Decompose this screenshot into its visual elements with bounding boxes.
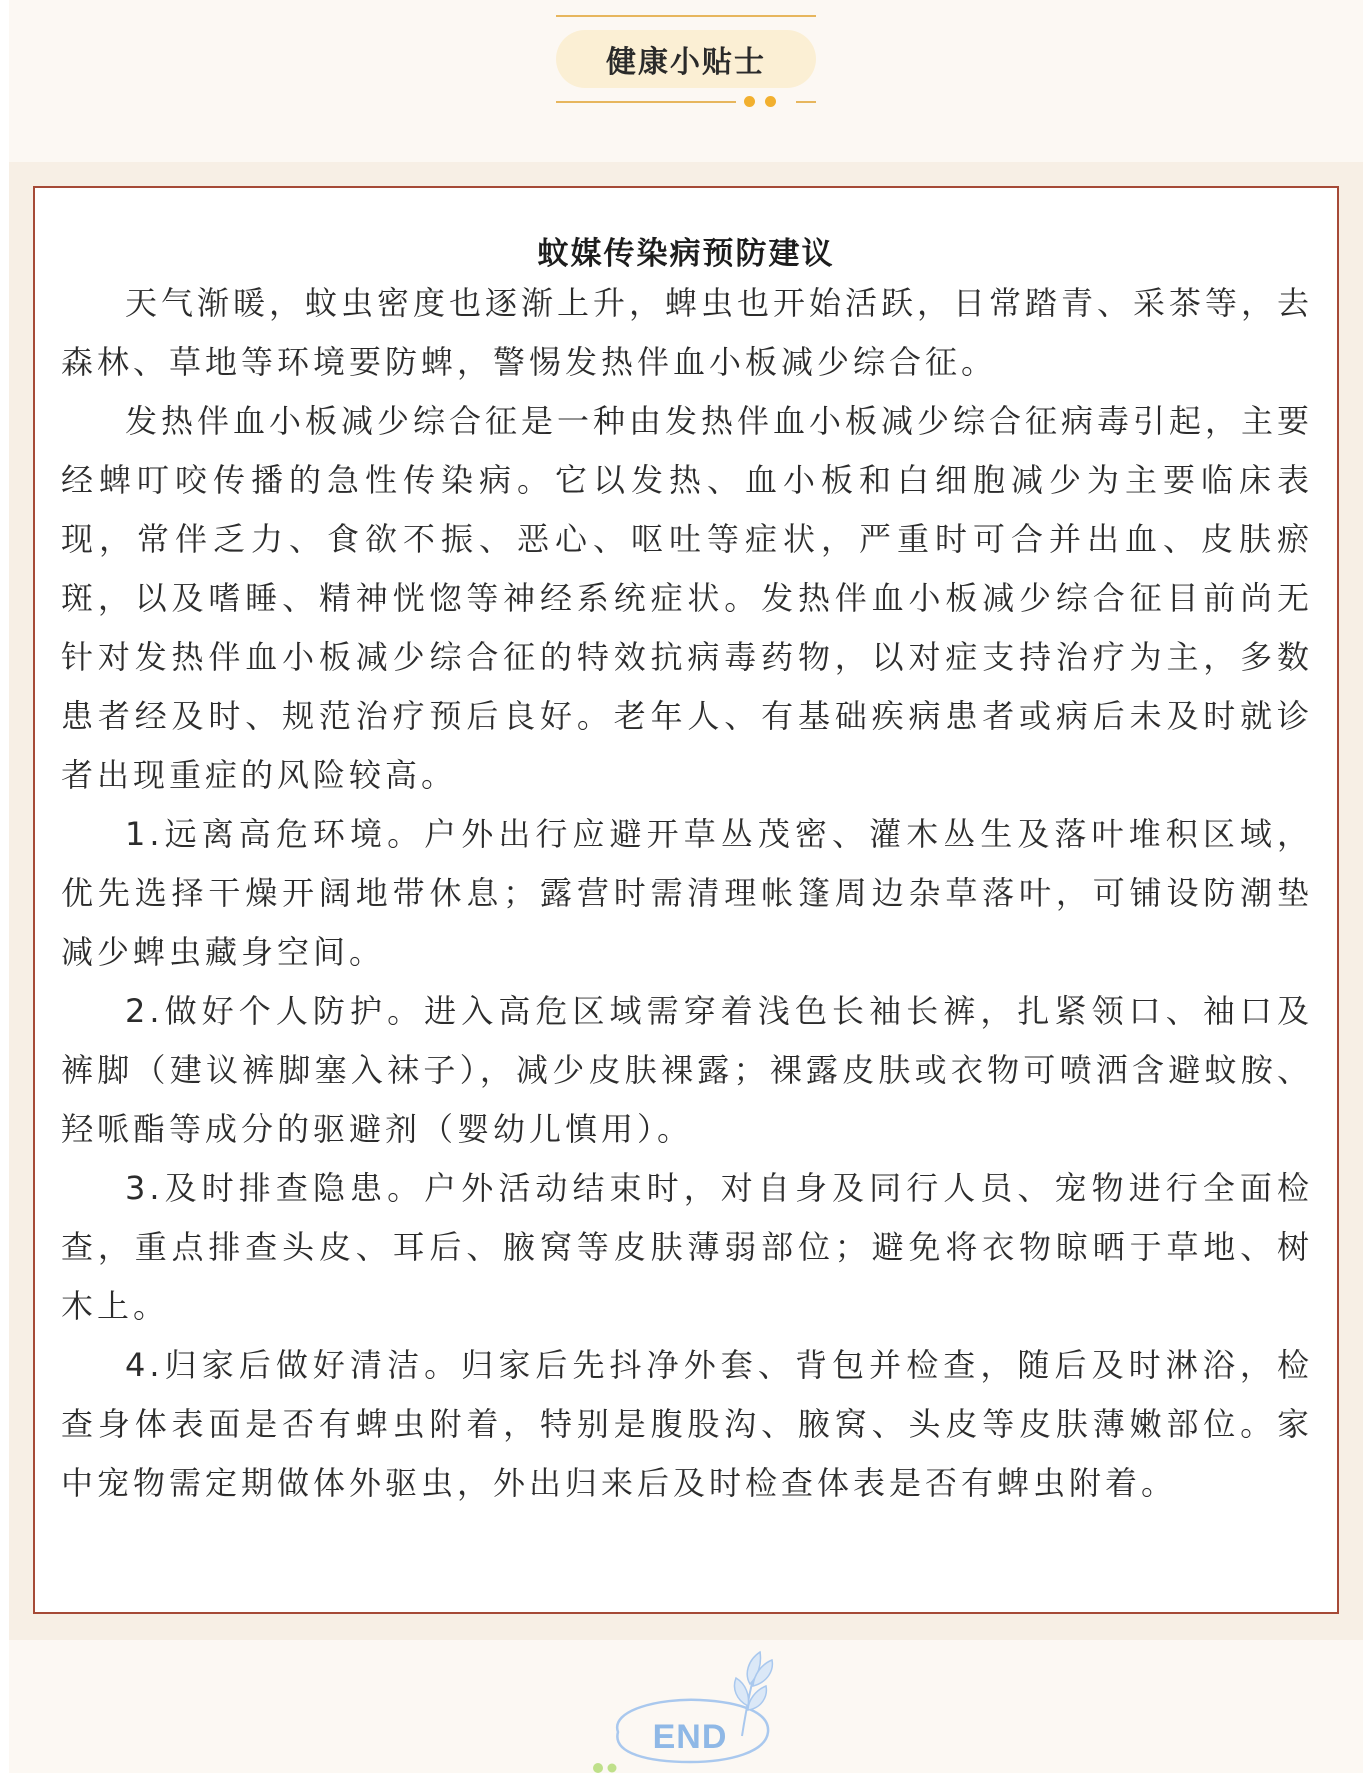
header-divider-top (556, 15, 816, 17)
section-badge (556, 30, 816, 88)
article-paragraph: 4.归家后做好清洁。归家后先抖净外套、背包并检查，随后及时淋浴，检查身体表面是否有蜱虫附着，特别是腹股沟、腋窝、头皮等皮肤薄嫩部位。家中宠物需定期做体外驱虫，外出归来后及时检查体表是否有蜱虫附着。 (61, 1346, 1313, 1502)
end-marker (590, 1640, 790, 1773)
section-badge-label: 健康小贴士 (606, 45, 766, 80)
header-divider-bottom (556, 101, 736, 103)
end-label: END (652, 1718, 728, 1756)
article-paragraph: 发热伴血小板减少综合征是一种由发热伴血小板减少综合征病毒引起，主要经蜱叮咬传播的急性传染病。它以发热、血小板和白细胞减少为主要临床表现，常伴乏力、食欲不振、恶心、呕吐等症状，严重时可合并出血、皮肤瘀斑，以及嗜睡、精神恍惚等神经系统症状。发热伴血小板减少综合征目前尚无针对发热伴血小板减少综合征的特效抗病毒药物，以对症支持治疗为主，多数患者经及时、规范治疗预后良好。老年人、有基础疾病患者或病后未及时就诊者出现重症的风险较高。 (61, 402, 1314, 794)
dot-icon (744, 96, 755, 107)
article-card (33, 186, 1339, 1614)
dot-icon (765, 96, 776, 107)
header-divider-dash (796, 101, 816, 103)
article-paragraph: 1.远离高危环境。户外出行应避开草丛茂密、灌木丛生及落叶堆积区域，优先选择干燥开阔地带休息；露营时需清理帐篷周边杂草落叶，可铺设防潮垫减少蜱虫藏身空间。 (61, 815, 1313, 971)
article-paragraph: 2.做好个人防护。进入高危区域需穿着浅色长袖长裤，扎紧领口、袖口及裤脚（建议裤脚塞入袜子），减少皮肤裸露；裸露皮肤或衣物可喷洒含避蚊胺、羟哌酯等成分的驱避剂（婴幼儿慎用）。 (61, 992, 1313, 1148)
article-paragraph: 3.及时排查隐患。户外活动结束时，对自身及同行人员、宠物进行全面检查，重点排查头皮、耳后、腋窝等皮肤薄弱部位；避免将衣物晾晒于草地、树木上。 (61, 1169, 1313, 1325)
section-header (0, 0, 1372, 160)
article-body (61, 274, 1313, 1513)
article-paragraph: 天气渐暖，蚊虫密度也逐渐上升，蜱虫也开始活跃，日常踏青、采茶等，去森林、草地等环境要防蜱，警惕发热伴血小板减少综合征。 (61, 284, 1314, 381)
article-title: 蚊媒传染病预防建议 (537, 236, 835, 272)
